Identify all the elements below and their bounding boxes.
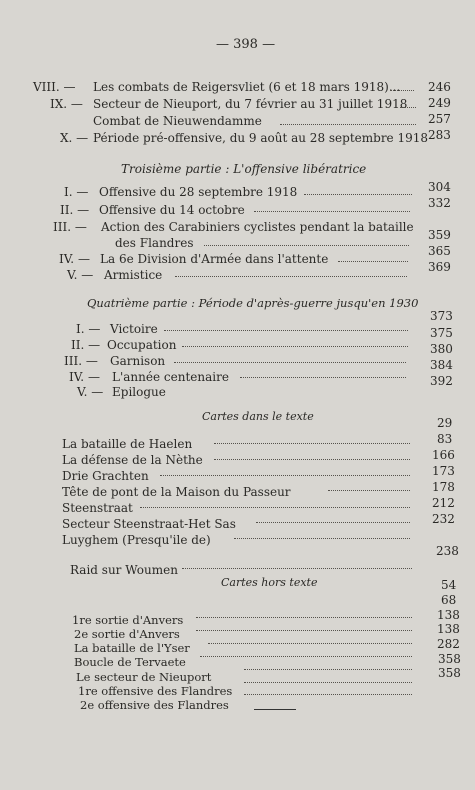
toc-title: Secteur de Nieuport, du 7 février au 31 juillet 1918: [93, 97, 408, 111]
toc-page: 238: [436, 544, 459, 558]
map-title: 1re offensive des Flandres: [78, 684, 233, 698]
toc-page: 282: [437, 637, 460, 651]
toc-page: 246: [428, 80, 451, 94]
map-title: Tête de pont de la Maison du Passeur: [62, 485, 291, 499]
leader-dots: [280, 124, 416, 125]
toc-title: Armistice: [104, 268, 163, 282]
toc-page: 178: [432, 480, 455, 494]
toc-title: Offensive du 28 septembre 1918: [99, 185, 298, 199]
leader-dots: [174, 362, 406, 363]
toc-title: Offensive du 14 octobre: [99, 203, 245, 217]
toc-num: I. —: [64, 185, 89, 199]
toc-title: La 6e Division d'Armée dans l'attente: [100, 252, 329, 266]
leader-dots: [182, 346, 408, 347]
toc-page: 29: [437, 416, 453, 430]
toc-page: 283: [428, 128, 451, 142]
toc-page: 257: [428, 112, 451, 126]
toc-title: L'année centenaire: [112, 370, 229, 384]
toc-page: 375: [430, 326, 453, 340]
toc-page: 212: [432, 496, 455, 510]
map-title: 1re sortie d'Anvers: [72, 613, 184, 627]
toc-title: Action des Carabiniers cyclistes pendant la bataille: [101, 220, 414, 234]
toc-num: IV. —: [69, 370, 100, 384]
leader-dots: [234, 538, 410, 539]
toc-num: VIII. —: [33, 80, 76, 94]
map-title: 2e sortie d'Anvers: [74, 627, 180, 641]
toc-num: X. —: [60, 131, 89, 145]
section-heading: Troisième partie : L'offensive libératrice: [121, 162, 367, 176]
toc-title: Epilogue: [112, 385, 166, 399]
toc-page: 392: [430, 374, 453, 388]
toc-num: I. —: [76, 322, 101, 336]
toc-page: 332: [428, 196, 451, 210]
toc-page: 232: [432, 512, 455, 526]
leader-dots: [208, 643, 412, 644]
toc-num: IX. —: [50, 97, 83, 111]
leader-dots: [390, 90, 414, 91]
map-title: Secteur Steenstraat-Het Sas: [62, 517, 236, 531]
map-title: La défense de la Nèthe: [62, 453, 203, 467]
leader-dots: [400, 107, 416, 108]
toc-title: Période pré-offensive, du 9 août au 28 septembre 1918: [93, 131, 429, 145]
toc-page: 54: [441, 578, 457, 592]
toc-page: 365: [428, 244, 451, 258]
section-heading: Quatrième partie : Période d'après-guerre jusqu'en 1930: [87, 296, 419, 310]
leader-dots: [214, 459, 410, 460]
toc-title: Occupation: [107, 338, 177, 352]
toc-page: 384: [430, 358, 453, 372]
toc-page: 373: [430, 309, 453, 323]
leader-dots: [164, 330, 408, 331]
leader-dots: [175, 276, 407, 277]
toc-page: 249: [428, 96, 451, 110]
toc-num: IV. —: [59, 252, 90, 266]
leader-dots: [338, 261, 408, 262]
leader-dots: [244, 669, 412, 670]
toc-page: 68: [441, 593, 457, 607]
section-heading: Cartes dans le texte: [202, 410, 314, 423]
leader-dots: [254, 211, 410, 212]
toc-num: II. —: [71, 338, 101, 352]
toc-page: 358: [438, 652, 461, 666]
leader-dots: [140, 507, 410, 508]
toc-num: V. —: [67, 268, 94, 282]
toc-page: 304: [428, 180, 451, 194]
toc-page: 166: [432, 448, 455, 462]
map-title: 2e offensive des Flandres: [80, 698, 229, 712]
leader-dots: [204, 245, 409, 246]
toc-page: 369: [428, 260, 451, 274]
leader-dots: [304, 194, 412, 195]
map-title: La bataille de l'Yser: [74, 641, 190, 655]
leader-dots: [196, 617, 412, 618]
toc-title: Combat de Nieuwendamme: [93, 114, 262, 128]
toc-page: 173: [432, 464, 455, 478]
leader-dots: [214, 443, 410, 444]
map-title: Steenstraat: [62, 501, 133, 515]
leader-dots: [196, 630, 412, 631]
leader-dots: [200, 656, 412, 657]
toc-num: V. —: [77, 385, 104, 399]
leader-dots: [328, 490, 410, 491]
leader-dots: [240, 377, 406, 378]
leader-dots: [244, 694, 412, 695]
toc-page: 358: [438, 666, 461, 680]
map-title: Boucle de Tervaete: [74, 655, 186, 669]
toc-page: 138: [437, 608, 460, 622]
section-heading: Cartes hors texte: [221, 576, 318, 589]
map-title: Le secteur de Nieuport: [76, 670, 212, 684]
closing-rule: [254, 709, 296, 710]
toc-page: 138: [437, 622, 460, 636]
leader-dots: [256, 522, 410, 523]
map-title: Drie Grachten: [62, 469, 149, 483]
toc-page: 83: [437, 432, 453, 446]
page-number: — 398 —: [216, 37, 276, 52]
toc-num: III. —: [53, 220, 87, 234]
leader-dots: [182, 568, 412, 569]
toc-page: 359: [428, 228, 451, 242]
map-title: Raid sur Woumen: [70, 563, 178, 577]
map-title: La bataille de Haelen: [62, 437, 193, 451]
toc-page: 380: [430, 342, 453, 356]
toc-title: Garnison: [110, 354, 166, 368]
toc-num: II. —: [60, 203, 90, 217]
map-title: Luyghem (Presqu'ile de): [62, 533, 211, 547]
toc-title-cont: des Flandres: [115, 236, 194, 250]
leader-dots: [160, 475, 410, 476]
toc-title: Les combats de Reigersvliet (6 et 18 mars 1918)...: [93, 80, 401, 94]
leader-dots: [244, 682, 412, 683]
toc-num: III. —: [64, 354, 98, 368]
toc-title: Victoire: [110, 322, 158, 336]
